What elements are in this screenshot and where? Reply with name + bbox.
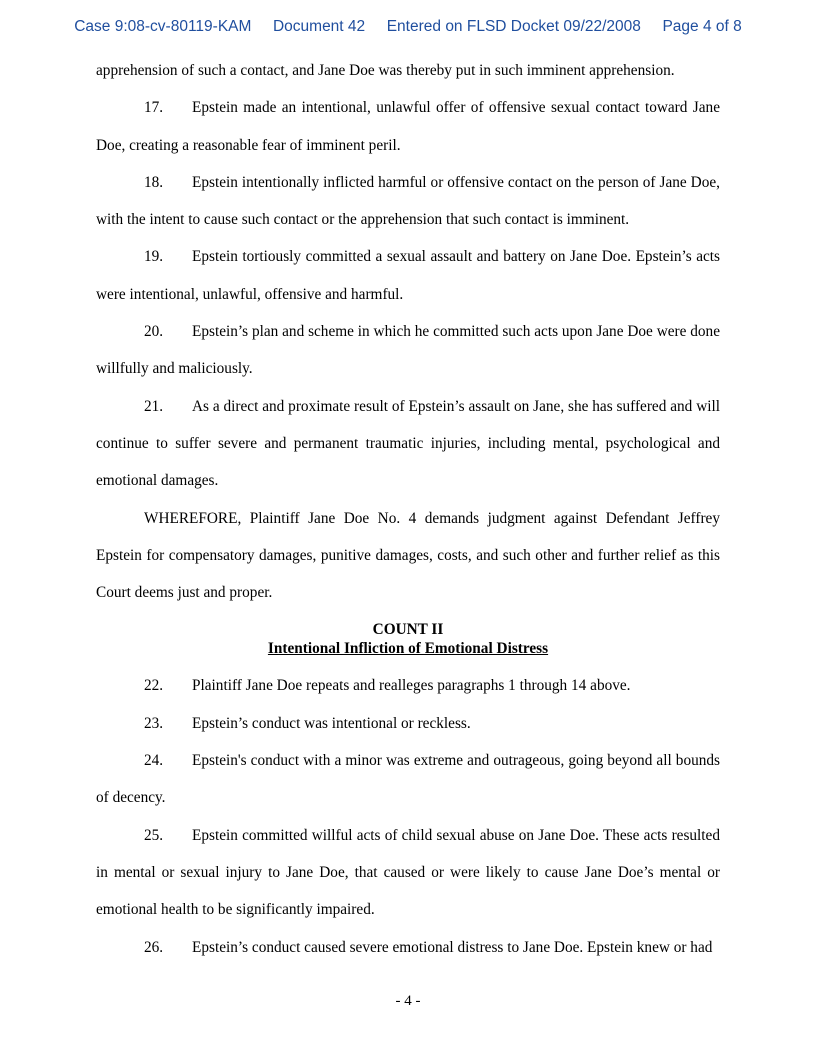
wherefore-clause: WHEREFORE, Plaintiff Jane Doe No. 4 demands judgment against Defendant Jeffrey Epstein for compensatory damages, punitive damages, costs, and such other and further relief as this Court deems just and proper. xyxy=(96,509,720,602)
count-title: COUNT II xyxy=(372,621,444,639)
count-heading xyxy=(96,620,720,658)
paragraph-20: 20. Epstein’s plan and scheme in which he committed such acts upon Jane Doe were done willfully and maliciously. xyxy=(96,313,720,388)
paragraph-number: 18. xyxy=(144,173,164,191)
page-indicator: Page 4 of 8 xyxy=(662,18,742,35)
paragraph-23: 23. Epstein’s conduct was intentional or reckless. xyxy=(96,705,720,742)
paragraph-continued: apprehension of such a contact, and Jane Doe was thereby put in such imminent apprehension. xyxy=(96,62,675,79)
paragraph-number: 19. xyxy=(144,248,164,266)
paragraph-21: 21. As a direct and proximate result of Epstein’s assault on Jane, she has suffered and will continue to suffer severe and permanent traumatic injuries, including mental, psychological and emotional damages. xyxy=(96,388,720,500)
paragraph-number: 20. xyxy=(144,323,164,341)
count-subtitle: Intentional Infliction of Emotional Distress xyxy=(267,640,549,658)
paragraph-19: 19. Epstein tortiously committed a sexual assault and battery on Jane Doe. Epstein’s acts were intentional, unlawful, offensive and harmful. xyxy=(96,238,720,313)
paragraph-number: 23. xyxy=(144,714,164,732)
document-body xyxy=(96,52,720,966)
paragraph-number: 26. xyxy=(144,938,164,956)
document-number: Document 42 xyxy=(272,18,366,35)
paragraph-25: 25. Epstein committed willful acts of child sexual abuse on Jane Doe. These acts resulted in mental or sexual injury to Jane Doe, that caused or were likely to cause Jane Doe’s mental or emotional health to be significantly impaired. xyxy=(96,817,720,929)
paragraph-number: 25. xyxy=(144,826,164,844)
paragraph-17: 17. Epstein made an intentional, unlawful offer of offensive sexual contact toward Jane Doe, creating a reasonable fear of imminent peril. xyxy=(96,89,720,164)
docket-header xyxy=(0,17,816,37)
paragraph-number: 22. xyxy=(144,677,164,695)
paragraph-number: 21. xyxy=(144,397,164,415)
paragraph-18: 18. Epstein intentionally inflicted harmful or offensive contact on the person of Jane Doe, with the intent to cause such contact or the apprehension that such contact is imminent. xyxy=(96,164,720,239)
paragraph-26: 26. Epstein’s conduct caused severe emotional distress to Jane Doe. Epstein knew or had xyxy=(96,929,720,966)
docket-entry-date: Entered on FLSD Docket 09/22/2008 xyxy=(386,18,641,35)
case-number: Case 9:08-cv-80119-KAM xyxy=(74,18,252,35)
paragraph-22: 22. Plaintiff Jane Doe repeats and realleges paragraphs 1 through 14 above. xyxy=(96,667,720,704)
paragraph-number: 17. xyxy=(144,99,164,117)
page-number: - 4 - xyxy=(395,993,421,1009)
paragraph-number: 24. xyxy=(144,752,164,770)
paragraph-24: 24. Epstein's conduct with a minor was extreme and outrageous, going beyond all bounds of decency. xyxy=(96,742,720,817)
